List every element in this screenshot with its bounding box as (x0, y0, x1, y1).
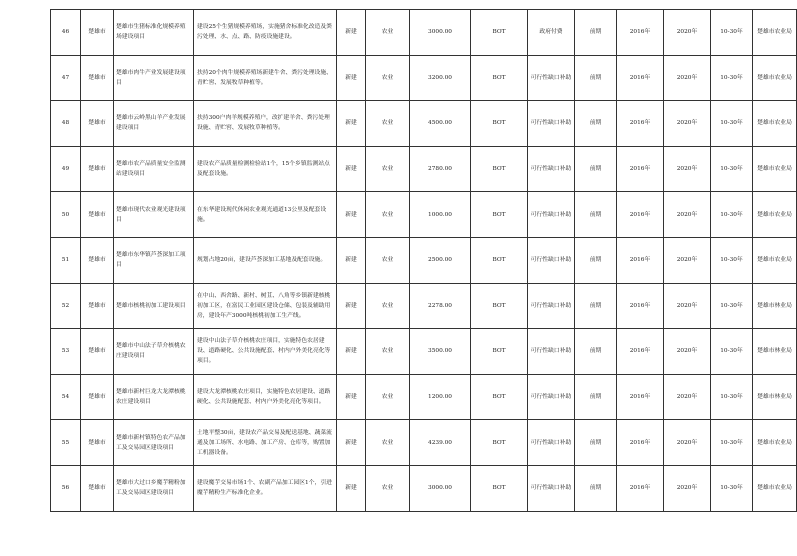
row-number: 56 (51, 465, 81, 511)
table-row (51, 10, 797, 56)
project-content-cell: 建设大龙潭核桃农庄项目，实施特色农居建设、道路硬化、公共设施配套、村内户外美化亮化等项目。 (194, 374, 337, 420)
row-number: 48 (51, 101, 81, 147)
table-row (51, 374, 797, 420)
return-mechanism-cell: 可行性缺口补助 (528, 237, 575, 283)
department-cell: 楚雄市农业局 (753, 10, 797, 56)
project-content-cell: 扶持20个肉牛规模养殖场新建牛舍、粪污处理设施、青贮窖、发展牧草种植等。 (194, 55, 337, 101)
industry-cell: 农业 (366, 237, 410, 283)
return-mechanism-cell: 可行性缺口补助 (528, 283, 575, 329)
project-content-cell: 在东华建设现代休闲农业观光通道13公里及配套设施。 (194, 192, 337, 238)
cooperation-period-cell: 10-30年 (711, 10, 753, 56)
city-cell: 楚雄市 (81, 374, 114, 420)
project-name-cell: 楚雄市中山法子草介核桃农庄建设项目 (114, 329, 194, 375)
return-mechanism-cell: 可行性缺口补助 (528, 329, 575, 375)
industry-cell: 农业 (366, 283, 410, 329)
city-cell: 楚雄市 (81, 237, 114, 283)
return-mechanism-cell: 可行性缺口补助 (528, 146, 575, 192)
cooperation-period-cell: 10-30年 (711, 374, 753, 420)
project-content-cell: 扶持300户肉羊规模养殖户，改扩建羊舍、粪污处理设施、青贮窖、发展牧草种植等。 (194, 101, 337, 147)
end-year-cell: 2020年 (664, 146, 711, 192)
stage-cell: 前期 (575, 237, 617, 283)
project-name-cell: 楚雄市云岭黑山羊产业发展建设项目 (114, 101, 194, 147)
industry-cell: 农业 (366, 420, 410, 466)
operation-mode-cell: BOT (471, 146, 528, 192)
table-row (51, 329, 797, 375)
city-cell: 楚雄市 (81, 10, 114, 56)
table-body (51, 10, 797, 512)
operation-mode-cell: BOT (471, 420, 528, 466)
industry-cell: 农业 (366, 192, 410, 238)
start-year-cell: 2016年 (617, 374, 664, 420)
project-content-cell: 建设农产品质量检测检验站1个，15个乡镇监测站点及配套设施。 (194, 146, 337, 192)
stage-cell: 前期 (575, 465, 617, 511)
investment-cell: 2500.00 (410, 237, 471, 283)
city-cell: 楚雄市 (81, 101, 114, 147)
end-year-cell: 2020年 (664, 420, 711, 466)
operation-mode-cell: BOT (471, 101, 528, 147)
start-year-cell: 2016年 (617, 329, 664, 375)
start-year-cell: 2016年 (617, 465, 664, 511)
investment-cell: 4239.00 (410, 420, 471, 466)
row-number: 49 (51, 146, 81, 192)
stage-cell: 前期 (575, 374, 617, 420)
department-cell: 楚雄市林业局 (753, 283, 797, 329)
cooperation-period-cell: 10-30年 (711, 146, 753, 192)
construction-type-cell: 新建 (337, 329, 366, 375)
operation-mode-cell: BOT (471, 10, 528, 56)
industry-cell: 农业 (366, 146, 410, 192)
investment-cell: 1000.00 (410, 192, 471, 238)
investment-cell: 3500.00 (410, 329, 471, 375)
investment-cell: 3000.00 (410, 465, 471, 511)
start-year-cell: 2016年 (617, 55, 664, 101)
table-row (51, 283, 797, 329)
project-name-cell: 楚雄市大过口乡魔芋精粉加工及交易园区建设项目 (114, 465, 194, 511)
return-mechanism-cell: 可行性缺口补助 (528, 192, 575, 238)
project-content-cell: 建设中山法子草介核桃农庄项目，实施特色农居建设、道路硬化、公共设施配套、村内户外美化亮化等项目。 (194, 329, 337, 375)
cooperation-period-cell: 10-30年 (711, 420, 753, 466)
stage-cell: 前期 (575, 329, 617, 375)
cooperation-period-cell: 10-30年 (711, 192, 753, 238)
operation-mode-cell: BOT (471, 329, 528, 375)
operation-mode-cell: BOT (471, 283, 528, 329)
table-row (51, 101, 797, 147)
cooperation-period-cell: 10-30年 (711, 329, 753, 375)
project-content-cell: 建设魔芋交易市场1个、农副产品加工园区1个，引进魔芋精粉生产标准化企业。 (194, 465, 337, 511)
city-cell: 楚雄市 (81, 192, 114, 238)
construction-type-cell: 新建 (337, 146, 366, 192)
project-content-cell: 规划占地20亩，建设芦荟深加工基地及配套设施。 (194, 237, 337, 283)
end-year-cell: 2020年 (664, 374, 711, 420)
industry-cell: 农业 (366, 101, 410, 147)
industry-cell: 农业 (366, 374, 410, 420)
operation-mode-cell: BOT (471, 192, 528, 238)
investment-cell: 3200.00 (410, 55, 471, 101)
construction-type-cell: 新建 (337, 101, 366, 147)
row-number: 50 (51, 192, 81, 238)
industry-cell: 农业 (366, 10, 410, 56)
department-cell: 楚雄市农业局 (753, 420, 797, 466)
investment-cell: 3000.00 (410, 10, 471, 56)
row-number: 53 (51, 329, 81, 375)
project-table-container (50, 9, 792, 511)
end-year-cell: 2020年 (664, 192, 711, 238)
return-mechanism-cell: 可行性缺口补助 (528, 465, 575, 511)
construction-type-cell: 新建 (337, 10, 366, 56)
stage-cell: 前期 (575, 101, 617, 147)
project-table (50, 9, 797, 512)
end-year-cell: 2020年 (664, 329, 711, 375)
construction-type-cell: 新建 (337, 283, 366, 329)
city-cell: 楚雄市 (81, 146, 114, 192)
operation-mode-cell: BOT (471, 237, 528, 283)
stage-cell: 前期 (575, 10, 617, 56)
department-cell: 楚雄市农业局 (753, 192, 797, 238)
operation-mode-cell: BOT (471, 55, 528, 101)
row-number: 46 (51, 10, 81, 56)
stage-cell: 前期 (575, 283, 617, 329)
city-cell: 楚雄市 (81, 329, 114, 375)
table-row (51, 420, 797, 466)
cooperation-period-cell: 10-30年 (711, 55, 753, 101)
construction-type-cell: 新建 (337, 192, 366, 238)
investment-cell: 2278.00 (410, 283, 471, 329)
department-cell: 楚雄市农业局 (753, 465, 797, 511)
start-year-cell: 2016年 (617, 146, 664, 192)
table-row (51, 237, 797, 283)
cooperation-period-cell: 10-30年 (711, 101, 753, 147)
end-year-cell: 2020年 (664, 465, 711, 511)
stage-cell: 前期 (575, 192, 617, 238)
department-cell: 楚雄市农业局 (753, 146, 797, 192)
start-year-cell: 2016年 (617, 283, 664, 329)
investment-cell: 1200.00 (410, 374, 471, 420)
start-year-cell: 2016年 (617, 10, 664, 56)
return-mechanism-cell: 可行性缺口补助 (528, 420, 575, 466)
end-year-cell: 2020年 (664, 101, 711, 147)
department-cell: 楚雄市林业局 (753, 374, 797, 420)
table-row (51, 192, 797, 238)
department-cell: 楚雄市农业局 (753, 55, 797, 101)
project-content-cell: 建设25个生猪规模养殖场，实施猪舍标准化改造及粪污处理、水、点、路、防疫设施建设。 (194, 10, 337, 56)
project-name-cell: 楚雄市核桃初加工建设项目 (114, 283, 194, 329)
city-cell: 楚雄市 (81, 465, 114, 511)
cooperation-period-cell: 10-30年 (711, 465, 753, 511)
industry-cell: 农业 (366, 329, 410, 375)
return-mechanism-cell: 政府付费 (528, 10, 575, 56)
project-name-cell: 楚雄市农产品质量安全监测站建设项目 (114, 146, 194, 192)
project-name-cell: 楚雄市现代农业观光建设项目 (114, 192, 194, 238)
project-name-cell: 楚雄市肉牛产业发展建设项目 (114, 55, 194, 101)
end-year-cell: 2020年 (664, 237, 711, 283)
end-year-cell: 2020年 (664, 55, 711, 101)
table-row (51, 55, 797, 101)
end-year-cell: 2020年 (664, 283, 711, 329)
investment-cell: 4500.00 (410, 101, 471, 147)
construction-type-cell: 新建 (337, 374, 366, 420)
stage-cell: 前期 (575, 146, 617, 192)
return-mechanism-cell: 可行性缺口补助 (528, 374, 575, 420)
table-row (51, 146, 797, 192)
investment-cell: 2780.00 (410, 146, 471, 192)
operation-mode-cell: BOT (471, 465, 528, 511)
row-number: 54 (51, 374, 81, 420)
city-cell: 楚雄市 (81, 55, 114, 101)
project-content-cell: 在中山、西舍路、新村、树苴、八角等乡镇新建核桃初加工区，在富民工业园区建设仓储、包装及辅助用房，建设年产3000吨核桃初加工生产线。 (194, 283, 337, 329)
start-year-cell: 2016年 (617, 420, 664, 466)
row-number: 51 (51, 237, 81, 283)
department-cell: 楚雄市林业局 (753, 329, 797, 375)
return-mechanism-cell: 可行性缺口补助 (528, 55, 575, 101)
cooperation-period-cell: 10-30年 (711, 283, 753, 329)
table-row (51, 465, 797, 511)
row-number: 47 (51, 55, 81, 101)
construction-type-cell: 新建 (337, 55, 366, 101)
return-mechanism-cell: 可行性缺口补助 (528, 101, 575, 147)
city-cell: 楚雄市 (81, 420, 114, 466)
project-content-cell: 土地平整30亩，建设农产品交易及配送基地、蔬菜流通及加工场所、水电路、加工产房、仓库等，购置加工机器设备。 (194, 420, 337, 466)
construction-type-cell: 新建 (337, 237, 366, 283)
start-year-cell: 2016年 (617, 237, 664, 283)
cooperation-period-cell: 10-30年 (711, 237, 753, 283)
project-name-cell: 楚雄市东华镇芦荟深加工项目 (114, 237, 194, 283)
project-name-cell: 楚雄市新村巨龙大龙潭核桃农庄建设项目 (114, 374, 194, 420)
project-name-cell: 楚雄市新村镇特色农产品加工及交易园区建设项目 (114, 420, 194, 466)
start-year-cell: 2016年 (617, 101, 664, 147)
project-name-cell: 楚雄市生猪标准化规模养殖场建设项目 (114, 10, 194, 56)
operation-mode-cell: BOT (471, 374, 528, 420)
end-year-cell: 2020年 (664, 10, 711, 56)
industry-cell: 农业 (366, 55, 410, 101)
stage-cell: 前期 (575, 420, 617, 466)
row-number: 52 (51, 283, 81, 329)
department-cell: 楚雄市农业局 (753, 101, 797, 147)
city-cell: 楚雄市 (81, 283, 114, 329)
industry-cell: 农业 (366, 465, 410, 511)
stage-cell: 前期 (575, 55, 617, 101)
construction-type-cell: 新建 (337, 465, 366, 511)
construction-type-cell: 新建 (337, 420, 366, 466)
department-cell: 楚雄市农业局 (753, 237, 797, 283)
start-year-cell: 2016年 (617, 192, 664, 238)
row-number: 55 (51, 420, 81, 466)
